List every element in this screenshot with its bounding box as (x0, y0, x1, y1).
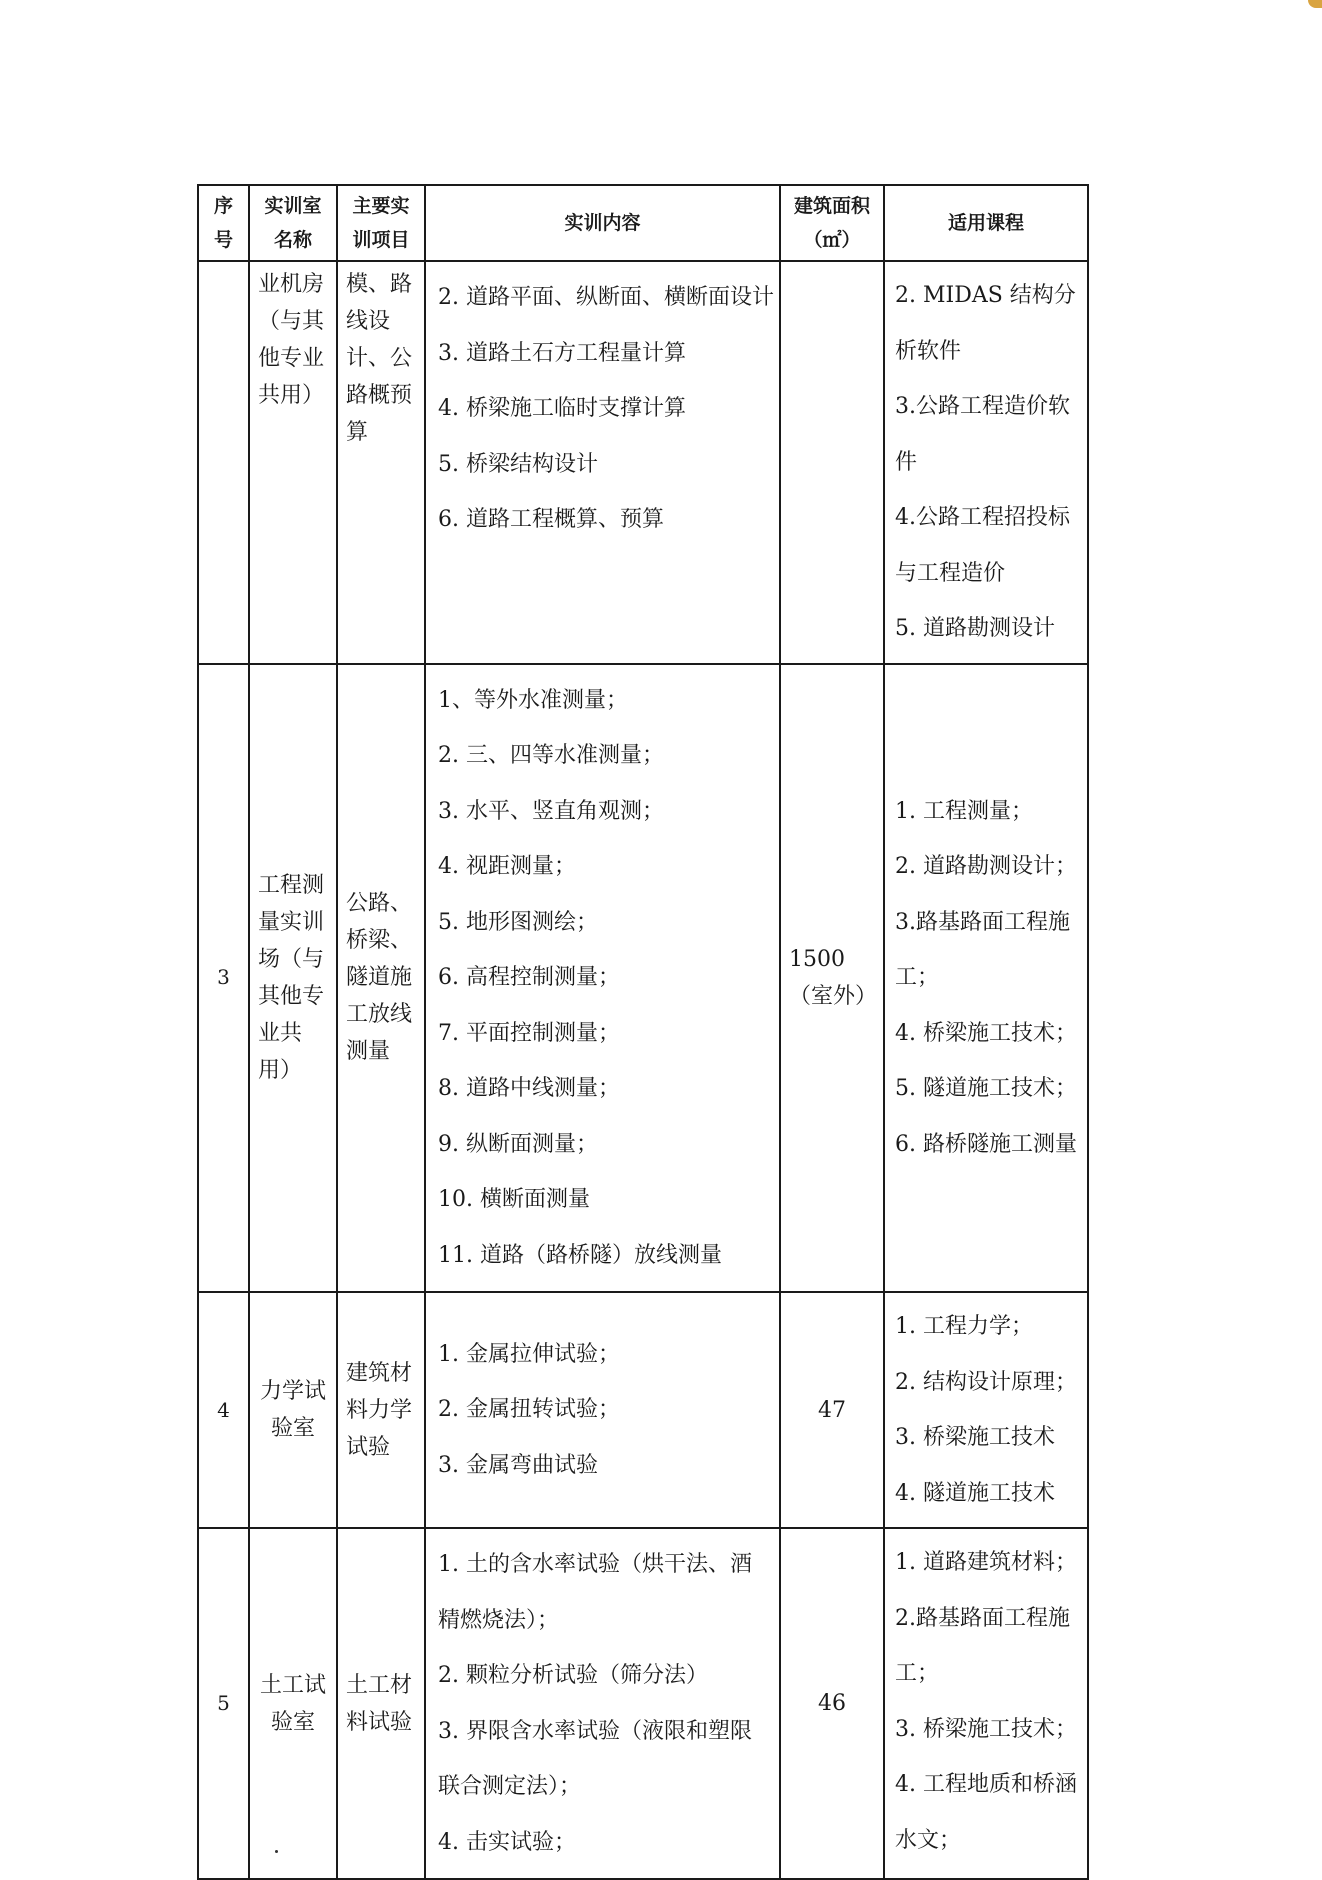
list-item: 1. 工程力学； (895, 1314, 1033, 1339)
row-area: 1500（室外） (789, 946, 878, 1009)
list-item: 2. 颗粒分析试验（筛分法） (438, 1663, 708, 1688)
list-item: 8. 道路中线测量； (438, 1076, 620, 1101)
row-content-list (426, 665, 779, 1292)
row-seq: 5 (198, 1528, 249, 1879)
list-item: 5. 道路勘测设计 (895, 616, 1055, 641)
list-item: 7. 平面控制测量； (438, 1020, 620, 1046)
list-item: 3.路基路面工程施工； (895, 909, 1070, 990)
list-item: 5. 隧道施工技术； (895, 1076, 1077, 1101)
header-area: 建筑面积（㎡） (780, 185, 884, 261)
list-item: 4.公路工程招投标与工程造价 (895, 505, 1070, 586)
list-item: 2. 结构设计原理； (895, 1369, 1077, 1395)
row-content-list (426, 262, 779, 556)
list-item: 2. 道路勘测设计； (895, 854, 1077, 879)
list-item: 1. 土的含水率试验（烘干法、酒精燃烧法）； (438, 1552, 752, 1633)
list-item: 2. 金属扭转试验； (438, 1397, 620, 1423)
list-item: 9. 纵断面测量； (438, 1131, 598, 1157)
list-item: 3.公路工程造价软件 (895, 394, 1070, 475)
row-room-name: 土工试验室 (259, 1672, 326, 1735)
row-project: 公路、桥梁、隧道施工放线测量 (346, 891, 413, 1065)
row-project: 建筑材料力学试验 (346, 1360, 413, 1460)
row-seq (198, 261, 249, 664)
list-item: 3. 桥梁施工技术； (895, 1716, 1077, 1742)
table-row (198, 664, 1088, 1293)
header-room-name: 实训室名称 (249, 185, 337, 261)
list-item: 6. 高程控制测量； (438, 965, 620, 990)
list-item: 4. 桥梁施工临时支撑计算 (438, 396, 686, 421)
row-area: 46 (780, 1528, 884, 1879)
header-project: 主要实训项目 (337, 185, 425, 261)
table-header-row (198, 185, 1088, 261)
table-row (198, 1528, 1088, 1879)
row-course-list (885, 262, 1087, 663)
list-item: 5. 桥梁结构设计 (438, 451, 598, 477)
list-item: 6. 道路工程概算、预算 (438, 507, 664, 532)
list-item: 3. 金属弯曲试验 (438, 1452, 598, 1478)
list-item: 6. 路桥隧施工测量 (895, 1131, 1077, 1157)
list-item: 4. 视距测量； (438, 854, 576, 879)
list-item: 1. 金属拉伸试验； (438, 1341, 620, 1367)
row-course-list (885, 778, 1087, 1179)
list-item: 11. 道路（路桥隧）放线测量 (438, 1242, 722, 1268)
row-content-list (426, 1529, 779, 1878)
row-room-name: 力学试验室 (259, 1379, 326, 1441)
row-room-name: 工程测量实训场（与其他专业共用） (258, 872, 325, 1083)
table-row (198, 1292, 1088, 1528)
list-item: 10. 横断面测量 (438, 1187, 590, 1212)
list-item: 1、等外水准测量； (438, 687, 628, 713)
list-item: 2. 三、四等水准测量； (438, 743, 664, 768)
row-area (780, 261, 884, 664)
row-course-list (885, 1529, 1087, 1874)
table-row (198, 261, 1088, 664)
list-item: 2. 道路平面、纵断面、横断面设计 (438, 285, 774, 310)
row-project: 土工材料试验 (346, 1672, 413, 1735)
corner-stain (1308, 0, 1322, 8)
row-area: 47 (780, 1292, 884, 1528)
header-courses: 适用课程 (884, 185, 1088, 261)
row-course-list (885, 1293, 1087, 1527)
row-seq: 3 (198, 664, 249, 1293)
row-project: 模、路线设计、公路概预算 (346, 272, 413, 445)
header-content: 实训内容 (425, 185, 780, 261)
list-item: 5. 地形图测绘； (438, 909, 598, 935)
list-item: 3. 桥梁施工技术 (895, 1425, 1055, 1450)
list-item: 4. 击实试验； (438, 1829, 576, 1855)
list-item: 3. 界限含水率试验（液限和塑限联合测定法）； (438, 1718, 752, 1799)
list-item: 2.路基路面工程施工； (895, 1605, 1070, 1686)
row-seq: 4 (198, 1292, 249, 1528)
header-seq: 序号 (198, 185, 249, 261)
list-item: 2. MIDAS 结构分析软件 (895, 283, 1076, 364)
list-item: 3. 道路土石方工程量计算 (438, 340, 686, 366)
row-room-name: 业机房（与其他专业共用） (258, 272, 325, 408)
list-item: 4. 隧道施工技术 (895, 1480, 1055, 1506)
scan-speck (275, 1850, 278, 1853)
list-item: 1. 工程测量； (895, 798, 1033, 824)
list-item: 4. 工程地质和桥涵水文； (895, 1772, 1077, 1853)
list-item: 3. 水平、竖直角观测； (438, 798, 664, 824)
training-room-table (197, 184, 1089, 1880)
list-item: 1. 道路建筑材料； (895, 1550, 1077, 1575)
row-content-list (426, 1319, 779, 1502)
list-item: 4. 桥梁施工技术； (895, 1020, 1077, 1046)
